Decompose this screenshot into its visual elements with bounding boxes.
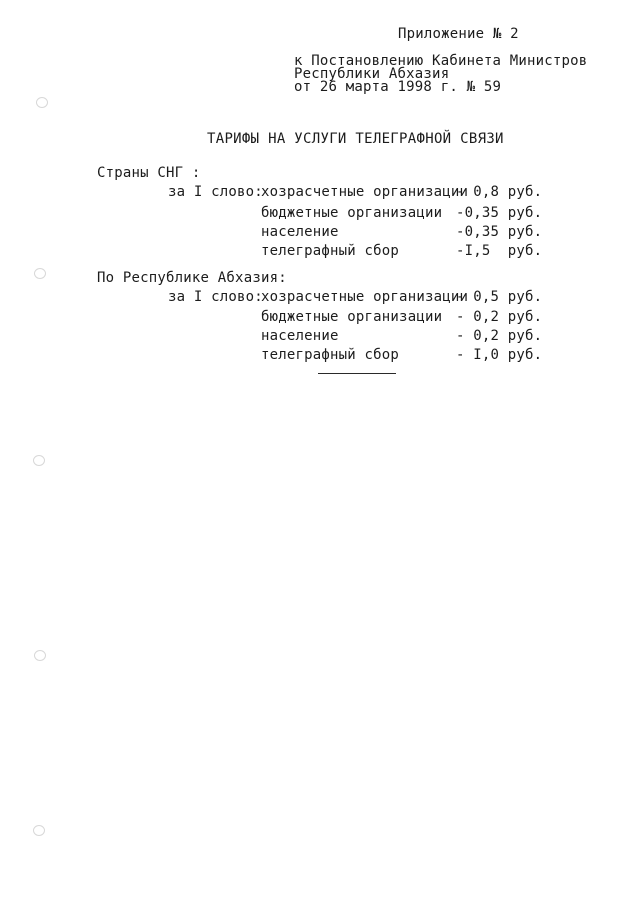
tariff-item-label: бюджетные организации — [261, 309, 443, 325]
section-heading-abkhazia: По Республике Абхазия: — [97, 270, 287, 286]
punch-hole-mark — [33, 455, 45, 466]
tariff-item-label: телеграфный сбор — [261, 243, 400, 259]
tariff-item-label: население — [261, 328, 339, 344]
punch-hole-mark — [34, 650, 46, 661]
tariff-item-label: бюджетные организации — [261, 205, 443, 221]
reference-line-1: к Постановлению Кабинета Министров — [294, 53, 588, 69]
per-word-label: за I слово: — [168, 184, 263, 200]
tariff-item-value: - 0,2 руб. — [456, 309, 543, 325]
tariff-item-value: -I,5 руб. — [456, 243, 543, 259]
tariff-item-value: -0,35 руб. — [456, 205, 543, 221]
reference-line-3: от 26 марта 1998 г. № 59 — [294, 79, 502, 95]
punch-hole-mark — [36, 97, 48, 108]
tariff-item-value: - 0,5 руб. — [456, 289, 543, 305]
tariff-item-value: - 0,2 руб. — [456, 328, 543, 344]
tariff-item-label: телеграфный сбор — [261, 347, 400, 363]
tariff-item-value: -0,35 руб. — [456, 224, 543, 240]
section-heading-cis: Страны СНГ : — [97, 165, 201, 181]
closing-divider — [318, 373, 396, 374]
document-title: ТАРИФЫ НА УСЛУГИ ТЕЛЕГРАФНОЙ СВЯЗИ — [207, 131, 504, 147]
tariff-item-value: - 0,8 руб. — [456, 184, 543, 200]
per-word-label: за I слово: — [168, 289, 263, 305]
punch-hole-mark — [34, 268, 46, 279]
tariff-item-label: хозрасчетные организации — [261, 289, 469, 305]
tariff-item-value: - I,0 руб. — [456, 347, 543, 363]
punch-hole-mark — [33, 825, 45, 836]
tariff-item-label: хозрасчетные организации — [261, 184, 469, 200]
reference-line-2: Республики Абхазия — [294, 66, 450, 82]
tariff-item-label: население — [261, 224, 339, 240]
appendix-label: Приложение № 2 — [398, 26, 519, 42]
